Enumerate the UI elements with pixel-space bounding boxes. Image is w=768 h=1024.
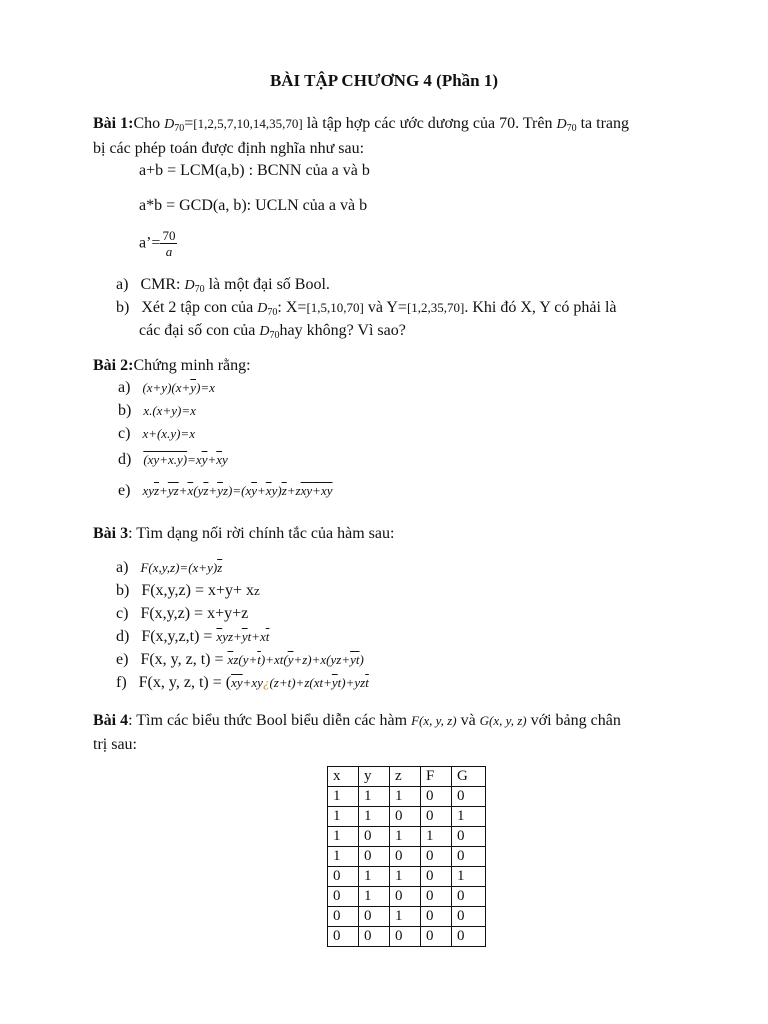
bai2-heading: Bài 2:Chứng minh rằng:	[93, 357, 251, 374]
table-cell: 0	[421, 787, 452, 807]
table-cell: 0	[328, 907, 359, 927]
bai1-item-a: a) CMR: $D_{70}$ là một đại số Bool.	[116, 276, 330, 295]
table-cell: 1	[452, 867, 486, 887]
table-cell: 1	[328, 847, 359, 867]
bai4-line2: trị sau:	[93, 736, 137, 753]
bai3-item-f: f) F(x, y, z, $t) = (\overline{x}\overline{y}+xy¿(z+t)+z(xt+\overline{y}t)+yz\overline{t}$	[116, 674, 369, 691]
table-row	[328, 867, 486, 887]
table-cell: 1	[452, 807, 486, 827]
table-cell: 0	[421, 847, 452, 867]
table-cell: 1	[421, 827, 452, 847]
bai3-item-d: d) $F(x,y,z,t) = \overline{x}yz+\overline{y}t+x\overline{t}$	[116, 628, 270, 645]
table-cell: 0	[452, 827, 486, 847]
bai1-line2: bị các phép toán được định nghĩa như sau:	[93, 140, 365, 157]
bai2-item-c: c) x+(x.y)=x	[118, 425, 195, 442]
table-cell: 0	[328, 867, 359, 887]
table-cell: 0	[359, 827, 390, 847]
bai1-line1: Bài 1:Cho $D_{70}=[1,2,5,7,10,14,35,70]$ là tập hợp các ước dương của 70. Trên $D_{70}$ ta trang	[93, 115, 630, 134]
table-cell: 0	[452, 887, 486, 907]
table-header-cell: F	[421, 767, 452, 787]
table-cell: 0	[390, 807, 421, 827]
table-cell: 0	[359, 927, 390, 947]
table-cell: 1	[390, 907, 421, 927]
table-cell: 0	[421, 887, 452, 907]
bai2-item-e: e) $xy\overline{z}+\overline{yz}+\overline{x}(y\overline{z}+\overline{y}z)=(x\overline{y}+\overline{x}y)\overline{z}+zxy+xy$	[118, 482, 333, 499]
table-cell: 0	[421, 907, 452, 927]
bai3-item-c: c) F(x,y,z) = x+y+z	[116, 605, 249, 622]
bai3-item-b: b) F(x,y,z) = x+y+ xz	[116, 582, 260, 599]
table-cell: 0	[452, 787, 486, 807]
table-header-row	[328, 767, 486, 787]
table-cell: 0	[328, 887, 359, 907]
bai1-text1: Cho	[133, 115, 161, 132]
table-cell: 0	[390, 847, 421, 867]
bai4-heading: Bài 4: Tìm các biểu thức Bool biểu diễn các hàm F(x, y, z) và G(x, y, z) với bảng chân	[93, 712, 621, 729]
table-header-cell: y	[359, 767, 390, 787]
table-cell: 1	[359, 867, 390, 887]
d70-set: [1,2,5,7,10,14,35,70]	[193, 116, 303, 131]
table-cell: 1	[359, 807, 390, 827]
bai1-op-lcm: a+b = LCM(a,b) : BCNN của a và b	[139, 162, 370, 179]
table-cell: 1	[328, 807, 359, 827]
table-row	[328, 847, 486, 867]
truth-table	[327, 766, 486, 947]
table-cell: 0	[452, 907, 486, 927]
table-cell: 0	[421, 807, 452, 827]
bai2-item-b: b) x.(x+y)=x	[118, 402, 196, 419]
table-cell: 1	[359, 787, 390, 807]
bai1-label: Bài 1:	[93, 115, 134, 132]
table-row	[328, 927, 486, 947]
bai1-item-b-line2: các đại số con của $D_{70}hay$ không? Vì sao?	[139, 322, 406, 341]
bai1-text2: là tập hợp các ước dương của 70. Trên	[306, 115, 553, 132]
bai1-text3: ta trang	[580, 115, 630, 132]
table-cell: 1	[328, 827, 359, 847]
table-row	[328, 887, 486, 907]
table-header-cell: x	[328, 767, 359, 787]
table-cell: 0	[452, 927, 486, 947]
table-row	[328, 787, 486, 807]
table-cell: 1	[328, 787, 359, 807]
d70-symbol: $D_{70}$	[556, 117, 577, 134]
table-cell: 1	[390, 787, 421, 807]
table-cell: 1	[390, 867, 421, 887]
table-cell: 0	[452, 847, 486, 867]
table-cell: 1	[390, 827, 421, 847]
table-cell: 1	[359, 887, 390, 907]
bai3-heading: Bài 3: Tìm dạng nối rời chính tắc của hàm sau:	[93, 525, 395, 542]
table-header-cell: z	[390, 767, 421, 787]
table-cell: 0	[390, 927, 421, 947]
table-cell: 0	[359, 847, 390, 867]
d70-symbol: $D_{70}$	[164, 117, 185, 134]
table-row	[328, 807, 486, 827]
table-cell: 0	[359, 907, 390, 927]
bai1-item-b: b) Xét 2 tập con của $D_{70}$: X=[1,5,10,70] và Y=[1,2,35,70]. Khi đó X, Y có phải là	[116, 299, 617, 318]
table-cell: 0	[328, 927, 359, 947]
bai2-item-d: d) $(xy+x.y)=x\overline{y}+\overline{x}y$	[118, 451, 228, 468]
fraction-70-over-a: $\frac{70}{a}$	[162, 228, 176, 259]
table-cell: 0	[421, 927, 452, 947]
bai1-op-gcd: a*b = GCD(a, b): UCLN của a và b	[139, 197, 368, 214]
bai3-item-e: e) F(x, y, z, $t) = \overline{x}z(y+\overline{t})+xt(\overline{y}+z)+x(yz+\overline{y}\overline{t})$	[116, 651, 364, 668]
table-cell: 0	[390, 887, 421, 907]
page-title: BÀI TẬP CHƯƠNG 4 (Phần 1)	[269, 71, 499, 90]
table-row	[328, 827, 486, 847]
table-header-cell: G	[452, 767, 486, 787]
bai2-item-a: a) $(x+y)(x+\overline{y})=x$	[118, 379, 215, 396]
bai3-item-a: a) $F(x,y,z)=(x+y)\overline{z}$	[116, 559, 223, 576]
table-cell: 0	[421, 867, 452, 887]
bai1-op-complement: a’= $\frac{70}{a}$	[139, 228, 176, 259]
table-row	[328, 907, 486, 927]
